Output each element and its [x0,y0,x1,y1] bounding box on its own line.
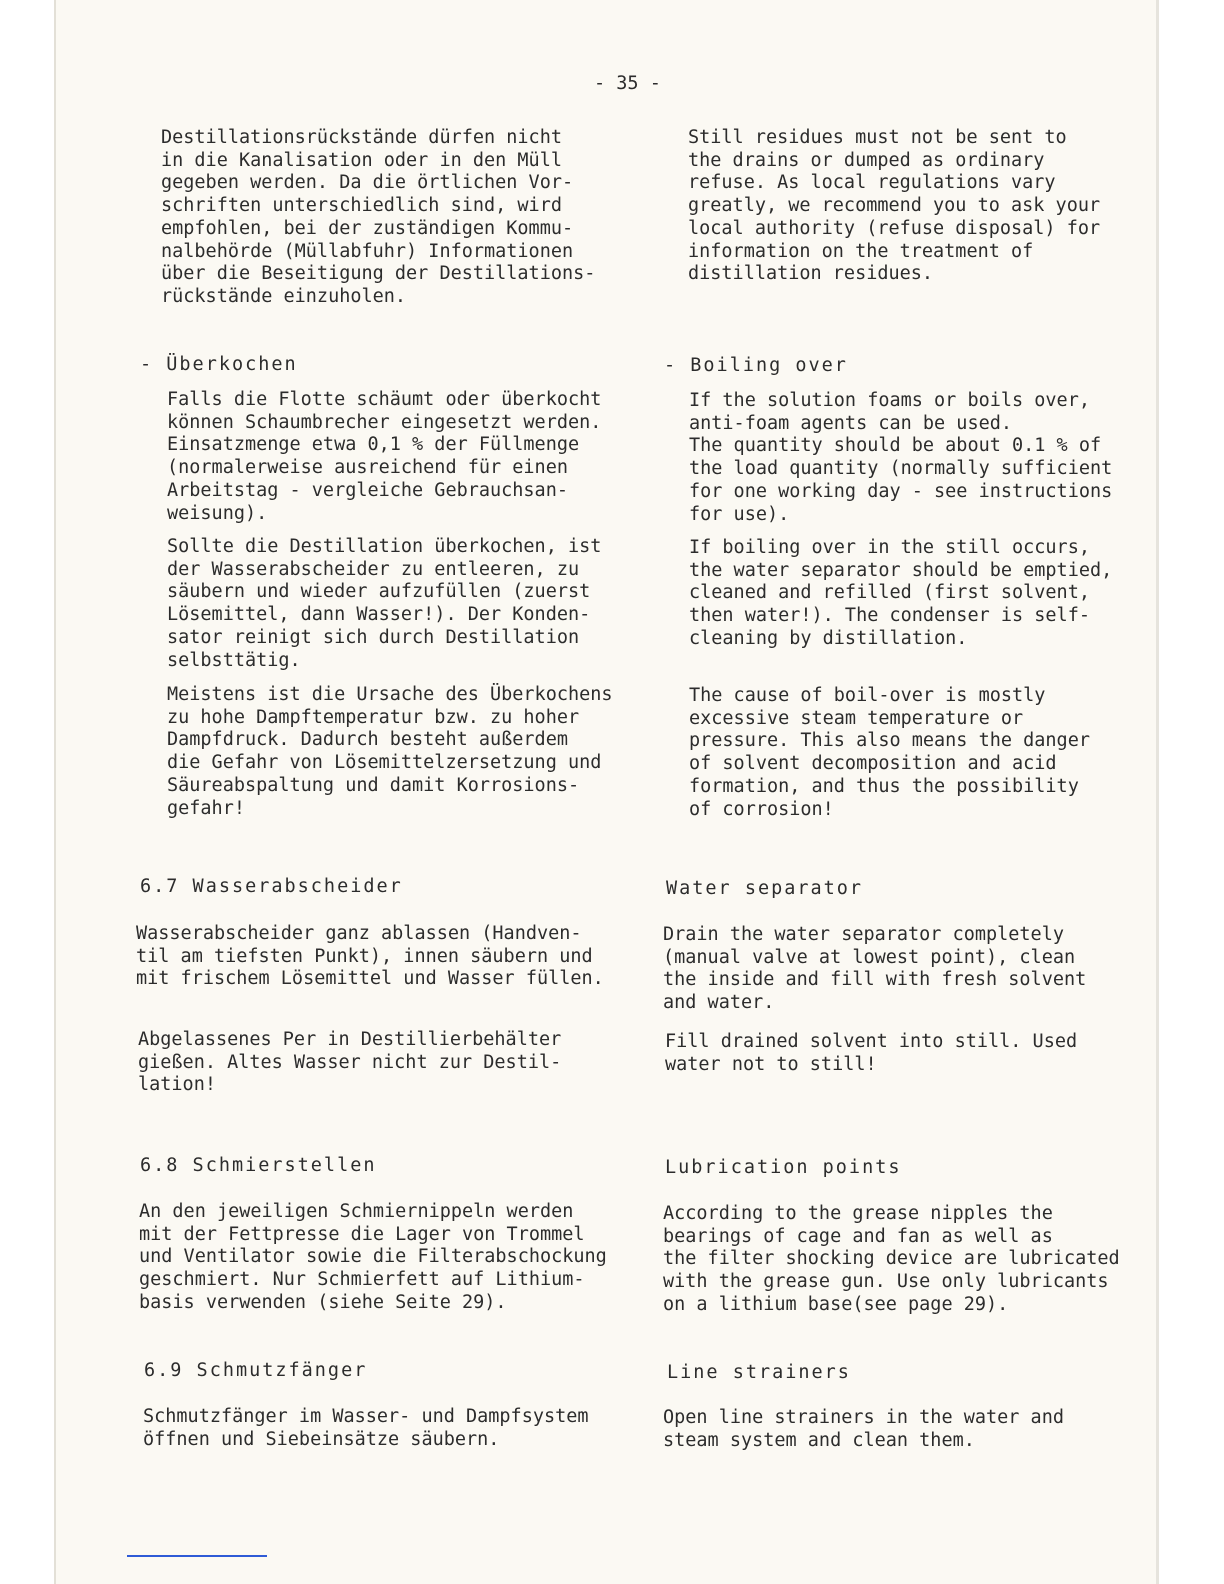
de-boiling-paragraph-2: Sollte die Destillation überkochen, ist der Wasserabscheider zu entleeren, zu säubern und wieder aufzufüllen (zuerst Lösemittel, dann Wasser!). Der Konden- sator reinigt sich durch Destillation selbsttätig. [167,536,602,671]
en-boiling-heading: - Boiling over [664,355,848,376]
de-boiling-paragraph-3: Meistens ist die Ursache des Überkochens zu hohe Dampftemperatur bzw. zu hoher Dampfdruck. Dadurch besteht außerdem die Gefahr von Lösemittelzersetzung und Säureabspaltung und damit Korrosions- gefahr! [167,684,613,819]
de-boiling-heading: - Überkochen [140,354,298,375]
en-strainers-paragraph: Open line strainers in the water and steam system and clean them. [663,1407,1064,1451]
de-strainers-heading: 6.9 Schmutzfänger [144,1360,368,1381]
de-water-separator-heading: 6.7 Wasserabscheider [140,876,403,897]
page-right-edge [1156,0,1159,1584]
de-boiling-paragraph-1: Falls die Flotte schäumt oder überkocht können Schaumbrecher eingesetzt werden. Einsatzmenge etwa 0,1 % der Füllmenge (normalerweise ausreichend für einen Arbeitstag - vergleiche Gebrauchsan- weisung). [167,389,602,524]
de-water-separator-paragraph-2: Abgelassenes Per in Destillierbehälter gießen. Altes Wasser nicht zur Destil- lation! [138,1029,562,1096]
en-intro-paragraph: Still residues must not be sent to the drains or dumped as ordinary refuse. As local regulations vary greatly, we recommend you to ask your local authority (refuse disposal) for information on the treatment of distillation residues. [688,127,1101,285]
en-water-separator-paragraph-1: Drain the water separator completely (manual valve at lowest point), clean the inside and fill with fresh solvent and water. [663,924,1087,1014]
en-water-separator-heading: Water separator [666,878,864,899]
en-boiling-paragraph-1: If the solution foams or boils over, anti-foam agents can be used. The quantity should be about 0.1 % of the load quantity (normally sufficient for one working day - see instructions for use). [689,390,1113,525]
de-lubrication-heading: 6.8 Schmierstellen [140,1155,377,1176]
en-boiling-paragraph-3: The cause of boil-over is mostly excessive steam temperature or pressure. This also means the danger of solvent decomposition and acid formation, and thus the possibility of corrosion! [689,685,1090,820]
en-lubrication-paragraph: According to the grease nipples the bearings of cage and fan as well as the filter shocking device are lubricated with the grease gun. Use only lubricants on a lithium base(see page 29). [663,1203,1120,1315]
blue-mark-line [127,1555,267,1557]
de-strainers-paragraph: Schmutzfänger im Wasser- und Dampfsystem öffnen und Siebeinsätze säubern. [143,1406,589,1450]
en-strainers-heading: Line strainers [667,1362,851,1383]
en-water-separator-paragraph-2: Fill drained solvent into still. Used water not to still! [665,1031,1078,1075]
de-water-separator-paragraph-1: Wasserabscheider ganz ablassen (Handven- til am tiefsten Punkt), innen säubern und mit frischem Lösemittel und Wasser füllen. [136,923,604,990]
page-left-edge [54,0,56,1584]
de-lubrication-paragraph: An den jeweiligen Schmiernippeln werden mit der Fettpresse die Lager von Trommel und Ventilator sowie die Filterabschockung geschmiert. Nur Schmierfett auf Lithium- basis verwenden (siehe Seite 29). [139,1201,607,1313]
de-intro-paragraph: Destillationsrückstände dürfen nicht in die Kanalisation oder in den Müll gegeben werden. Da die örtlichen Vor- schriften unterschiedlich sind, wird empfohlen, bei der zuständigen Kommu- nalbehörde (Müllabfuhr) Informationen über die Beseitigung der Destillations- rückstände einzuholen. [161,127,596,307]
page-number: - 35 - [594,73,661,94]
en-lubrication-heading: Lubrication points [665,1157,902,1178]
en-boiling-paragraph-2: If boiling over in the still occurs, the water separator should be emptied, cleaned and refilled (first solvent, then water!). The condenser is self- cleaning by distillation. [689,537,1113,649]
